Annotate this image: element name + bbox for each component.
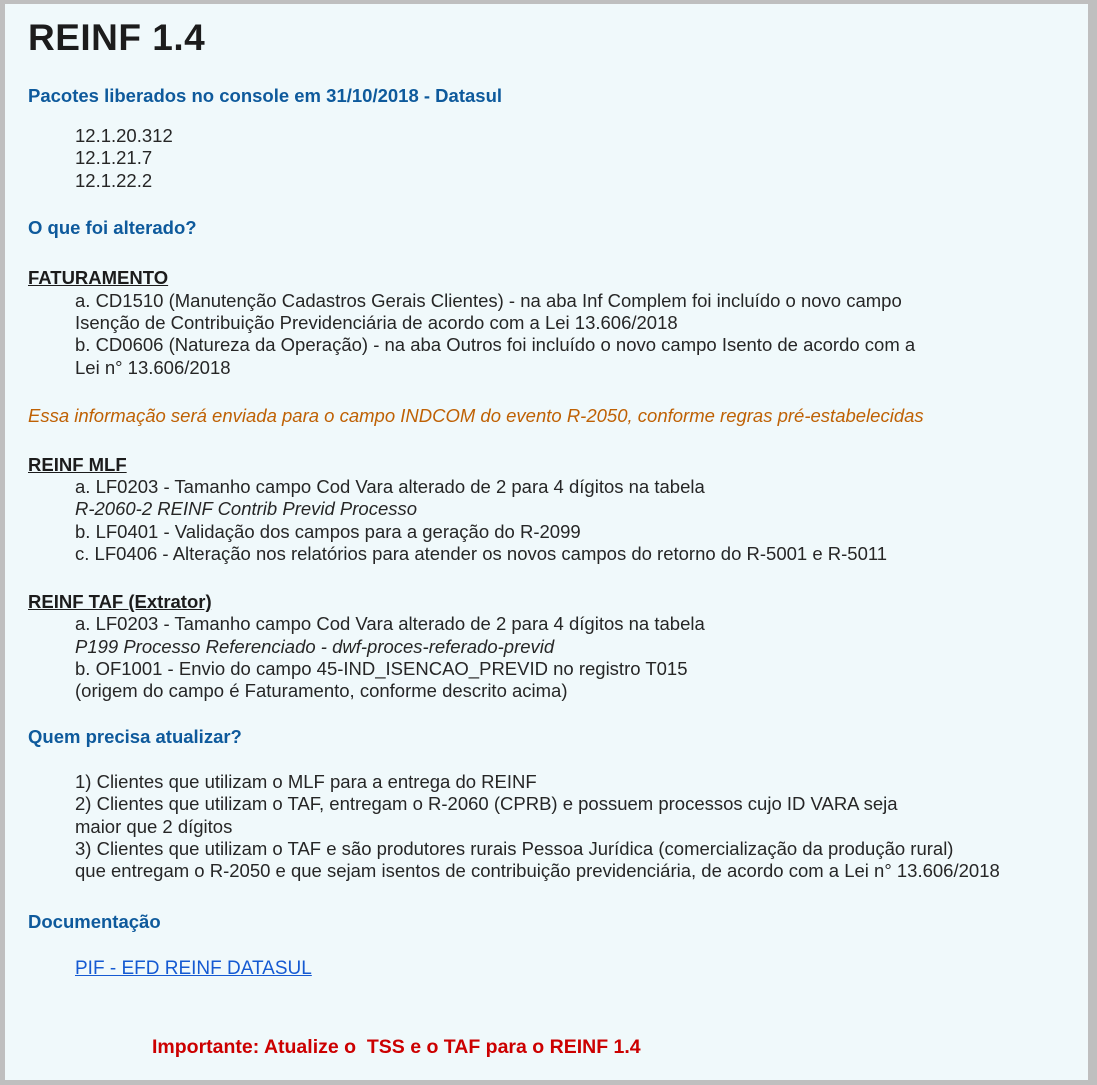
- update-item-line: maior que 2 dígitos: [75, 815, 233, 837]
- documentation-link[interactable]: PIF - EFD REINF DATASUL: [75, 957, 312, 979]
- change-item-line-table-ref: P199 Processo Referenciado - dwf-proces-referado-previd: [75, 635, 555, 657]
- change-item-line: a. CD1510 (Manutenção Cadastros Gerais Clientes) - na aba Inf Complem foi incluído o novo campo: [75, 289, 902, 311]
- change-item-line: a. LF0203 - Tamanho campo Cod Vara alterado de 2 para 4 dígitos na tabela: [75, 476, 705, 498]
- change-item-line: Isenção de Contribuição Previdenciária de acordo com a Lei 13.606/2018: [75, 312, 678, 334]
- section-title-reinf-mlf: REINF MLF: [28, 453, 127, 475]
- reinf-taf-items: [75, 613, 1070, 703]
- change-item-line: b. CD0606 (Natureza da Operação) - na aba Outros foi incluído o novo campo Isento de acordo com a: [75, 334, 916, 356]
- version-item: 12.1.22.2: [75, 169, 153, 191]
- update-list: [75, 771, 1070, 883]
- change-item-line: c. LF0406 - Alteração nos relatórios para atender os novos campos do retorno do R-5001 e R-5011: [75, 543, 888, 565]
- change-item-line: (origem do campo é Faturamento, conforme descrito acima): [75, 680, 568, 702]
- change-item-line-table-ref: R-2060-2 REINF Contrib Previd Processo: [75, 498, 418, 520]
- version-list: [75, 125, 1070, 192]
- indcom-note: Essa informação será enviada para o campo INDCOM do evento R-2050, conforme regras pré-estabelecidas: [28, 405, 924, 427]
- change-item-line: b. OF1001 - Envio do campo 45-IND_ISENCAO_PREVID no registro T015: [75, 657, 688, 679]
- important-notice: Importante: Atualize o TSS e o TAF para o REINF 1.4: [152, 1035, 641, 1058]
- faturamento-items: [75, 290, 1070, 380]
- reinf-mlf-items: [75, 476, 1070, 566]
- changes-heading: O que foi alterado?: [28, 217, 197, 239]
- change-item-line: a. LF0203 - Tamanho campo Cod Vara alterado de 2 para 4 dígitos na tabela: [75, 613, 705, 635]
- change-item-line: Lei n° 13.606/2018: [75, 356, 231, 378]
- update-item-line: que entregam o R-2050 e que sejam isentos de contribuição previdenciária, de acordo com a Lei n° 13.606/2018: [75, 860, 1000, 882]
- update-item-line: 1) Clientes que utilizam o MLF para a entrega do REINF: [75, 770, 537, 792]
- update-item-line: 3) Clientes que utilizam o TAF e são produtores rurais Pessoa Jurídica (comercialização da produção rural): [75, 837, 954, 859]
- version-item: 12.1.20.312: [75, 125, 173, 146]
- section-title-reinf-taf: REINF TAF (Extrator): [28, 590, 212, 612]
- packages-heading: Pacotes liberados no console em 31/10/2018 - Datasul: [28, 85, 503, 106]
- section-title-faturamento: FATURAMENTO: [28, 267, 169, 289]
- version-item: 12.1.21.7: [75, 147, 153, 169]
- change-item-line: b. LF0401 - Validação dos campos para a geração do R-2099: [75, 520, 581, 542]
- docs-heading: Documentação: [28, 910, 161, 932]
- update-item-line: 2) Clientes que utilizam o TAF, entregam o R-2060 (CPRB) e possuem processos cujo ID VARA seja: [75, 793, 898, 815]
- page-title: REINF 1.4: [28, 17, 206, 58]
- update-heading: Quem precisa atualizar?: [28, 725, 242, 747]
- docs-link-row: [75, 958, 1070, 980]
